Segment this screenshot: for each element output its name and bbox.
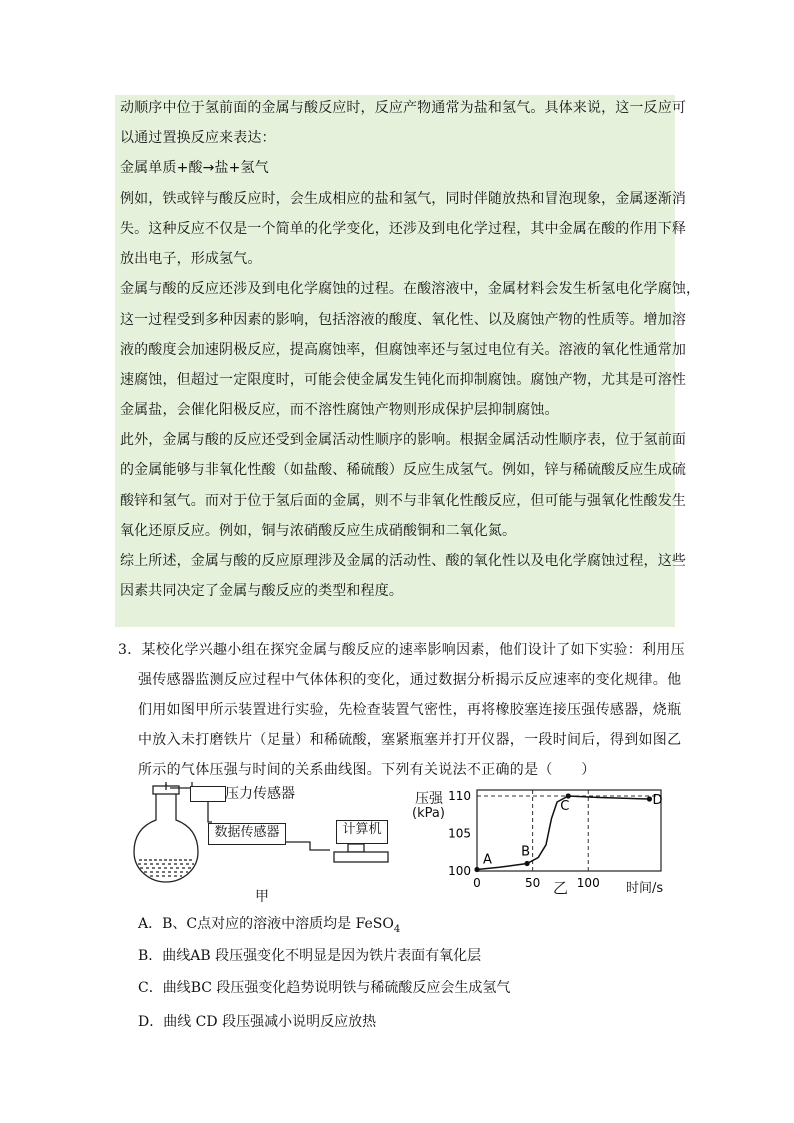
reading-line: 这一过程受到多种因素的影响，包括溶液的酸度、氧化性、以及腐蚀产物的性质等。增加溶 bbox=[120, 312, 686, 328]
question-line: 强传感器监测反应过程中气体体积的变化，通过数据分析揭示反应速率的变化规律。他 bbox=[138, 672, 682, 688]
computer-box: 计算机 bbox=[336, 820, 388, 844]
data-sensor-box: 数据传感器 bbox=[208, 823, 286, 845]
pressure-sensor-label: 压力传感器 bbox=[225, 786, 295, 802]
point-label-b: B bbox=[521, 844, 530, 860]
option-a[interactable] bbox=[138, 914, 400, 940]
data-point-c bbox=[566, 793, 571, 798]
reading-line: 因素共同决定了金属与酸反应的类型和程度。 bbox=[120, 583, 403, 599]
figure-jia-caption: 甲 bbox=[255, 889, 269, 905]
option-letter: C． bbox=[138, 980, 163, 996]
reading-line: 金属盐，会催化阳极反应，而不溶性腐蚀产物则形成保护层抑制腐蚀。 bbox=[120, 402, 559, 418]
option-text: B、C点对应的溶液中溶质均是 FeSO bbox=[162, 916, 394, 932]
y-tick-label: 105 bbox=[448, 826, 471, 841]
reading-line: 综上所述，金属与酸的反应原理涉及金属的活动性、酸的氧化性以及电化学腐蚀过程，这些 bbox=[120, 553, 686, 569]
chart-ylabel-2: (kPa) bbox=[412, 806, 445, 821]
data-point-a bbox=[474, 867, 479, 872]
option-letter: A． bbox=[138, 916, 163, 932]
point-label-d: D bbox=[652, 793, 663, 808]
reading-line: 液的酸度会加速阴极反应，提高腐蚀率，但腐蚀率还与氢过电位有关。溶液的氧化性通常加 bbox=[120, 342, 686, 358]
point-label-c: C bbox=[560, 799, 570, 814]
chart-xlabel: 时间/s bbox=[626, 881, 664, 896]
reading-line: 酸锌和氢气。而对于位于氢后面的金属，则不与非氧化性酸反应，但可能与强氧化性酸发生 bbox=[120, 493, 686, 509]
question-line: 中放入未打磨铁片（足量）和稀硫酸，塞紧瓶塞并打开仪器，一段时间后，得到如图乙 bbox=[138, 732, 682, 748]
flask-icon bbox=[134, 782, 198, 882]
pressure-sensor-box bbox=[190, 786, 226, 802]
data-point-d bbox=[647, 796, 652, 801]
y-tick-label: 110 bbox=[448, 789, 471, 803]
reading-line: 放出电子，形成氢气。 bbox=[120, 251, 262, 267]
reading-line: 氧化还原反应。例如，铜与浓硝酸反应生成硝酸铜和二氧化氮。 bbox=[120, 523, 517, 539]
reading-line: 以通过置换反应来表达： bbox=[120, 130, 276, 146]
option-letter: B． bbox=[138, 948, 163, 964]
x-tick-label: 50 bbox=[524, 876, 541, 890]
x-tick-label: 100 bbox=[576, 876, 600, 890]
option-c[interactable] bbox=[138, 978, 510, 998]
y-tick-label: 100 bbox=[448, 864, 471, 878]
reading-line: 此外，金属与酸的反应还受到金属活动性顺序的影响。根据金属活动性顺序表，位于氢前面 bbox=[120, 432, 686, 448]
question-line: 所示的气体压强与时间的关系曲线图。下列有关说法不正确的是（ ） bbox=[138, 762, 596, 778]
reading-line: 例如，铁或锌与酸反应时，会生成相应的盐和氢气，同时伴随放热和冒泡现象，金属逐渐消 bbox=[120, 191, 686, 207]
option-text: 曲线 CD 段压强减小说明反应放热 bbox=[163, 1014, 377, 1030]
reading-line: 速腐蚀，但超过一定限度时，可能会使金属发生钝化而抑制腐蚀。腐蚀产物，尤其是可溶性 bbox=[120, 372, 686, 388]
x-tick-label: 0 bbox=[473, 876, 481, 890]
reading-line: 的金属能够与非氧化性酸（如盐酸、稀硫酸）反应生成氢气。例如，锌与稀硫酸反应生成硫 bbox=[120, 462, 686, 478]
reading-line: 金属与酸的反应还涉及到电化学腐蚀的过程。在酸溶液中，金属材料会发生析氢电化学腐蚀， bbox=[120, 281, 701, 297]
option-b[interactable] bbox=[138, 946, 481, 966]
reading-line: 动顺序中位于氢前面的金属与酸反应时，反应产物通常为盐和氢气。具体来说，这一反应可 bbox=[120, 100, 686, 116]
point-label-a: A bbox=[483, 852, 492, 868]
option-text: 曲线AB 段压强变化不明显是因为铁片表面有氧化层 bbox=[162, 948, 482, 964]
reading-line: 失。这种反应不仅是一个简单的化学变化，还涉及到电化学过程，其中金属在酸的作用下释 bbox=[120, 221, 686, 237]
option-letter: D． bbox=[138, 1014, 164, 1030]
chart-ylabel-1: 压强 bbox=[415, 791, 443, 807]
option-d[interactable] bbox=[138, 1012, 376, 1032]
question-line: 们用如图甲所示装置进行实验，先检查装置气密性，再将橡胶塞连接压强传感器，烧瓶 bbox=[138, 702, 682, 718]
computer-icon bbox=[334, 844, 388, 862]
reading-line: 金属单质+酸→盐+氢气 bbox=[120, 160, 269, 176]
data-point-b bbox=[524, 861, 529, 866]
question-line: 3．某校化学兴趣小组在探究金属与酸反应的速率影响因素，他们设计了如下实验：利用压 bbox=[118, 642, 685, 658]
option-subscript: 4 bbox=[393, 923, 401, 935]
option-text: 曲线BC 段压强变化趋势说明铁与稀硫酸反应会生成氢气 bbox=[162, 980, 511, 996]
chart-caption: 乙 bbox=[553, 879, 569, 897]
